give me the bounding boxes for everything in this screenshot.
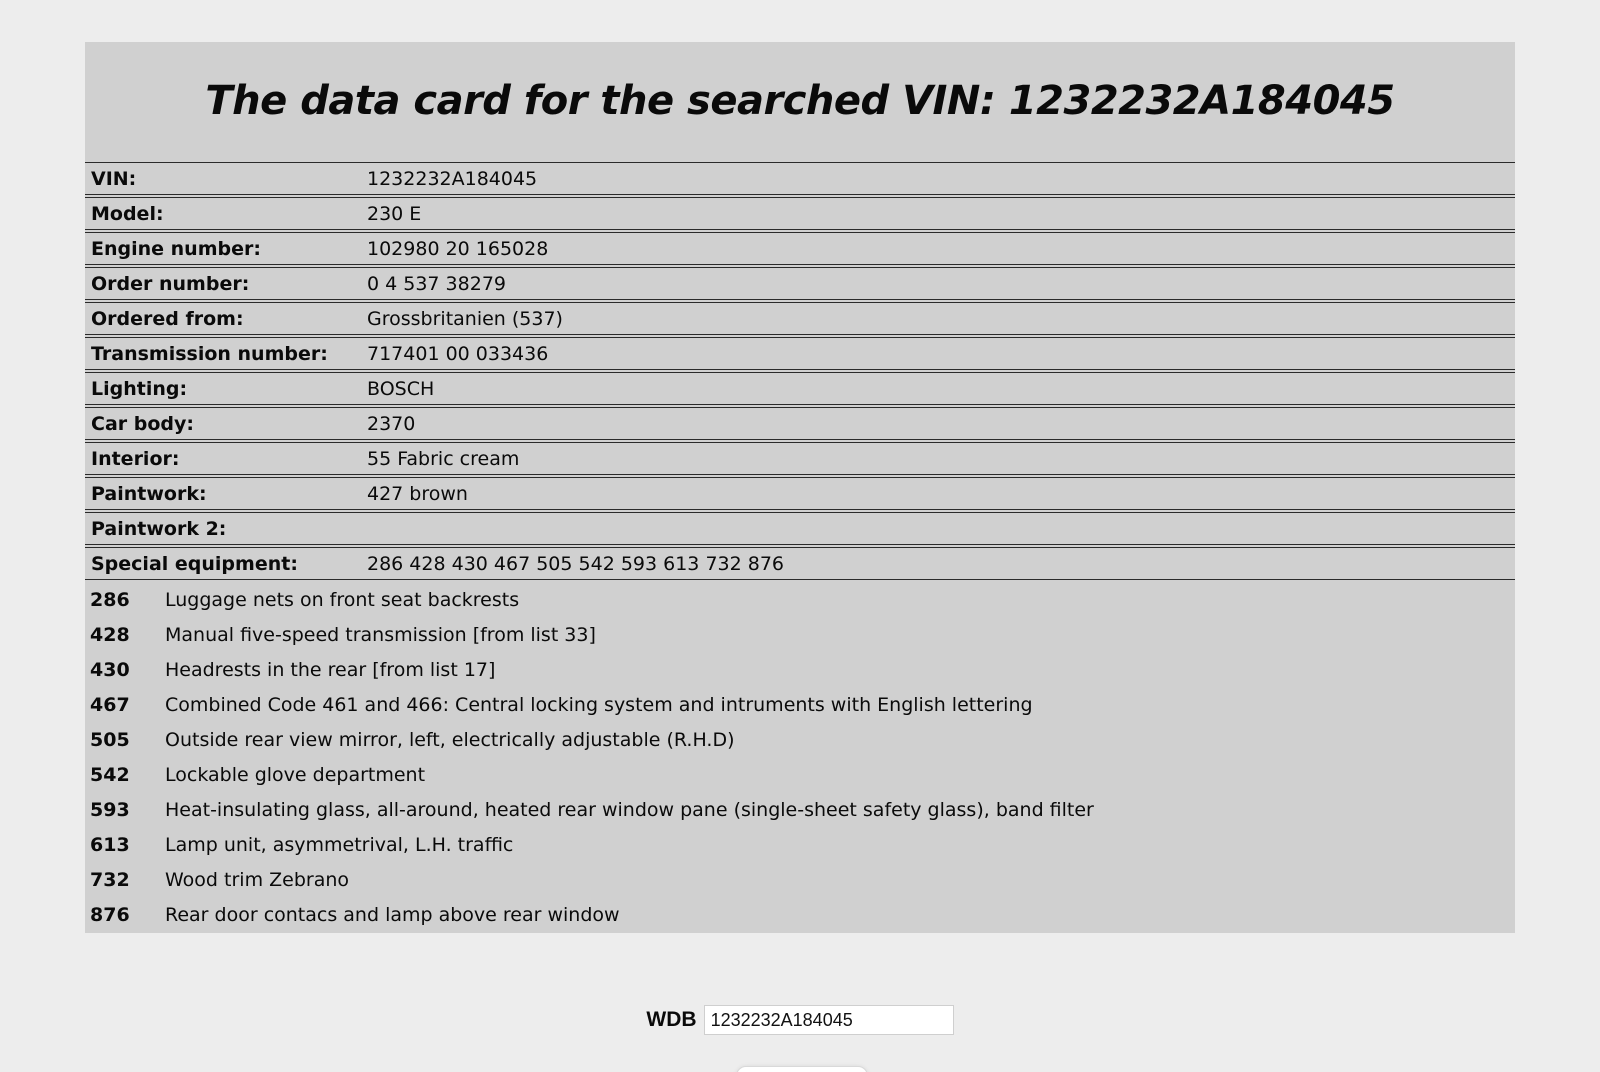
spec-value: BOSCH (367, 372, 1515, 405)
list-item (85, 792, 1515, 827)
spec-label: VIN: (85, 162, 367, 195)
submit-button[interactable] (736, 1066, 868, 1072)
list-item (85, 652, 1515, 687)
equipment-code: 876 (90, 903, 130, 926)
equipment-code: 428 (90, 623, 130, 646)
equipment-description: Outside rear view mirror, left, electrically adjustable (R.H.D) (165, 728, 735, 751)
table-row (85, 442, 1515, 475)
table-row (85, 162, 1515, 195)
list-item (85, 687, 1515, 722)
spec-label: Paintwork 2: (85, 512, 367, 545)
spec-value: 102980 20 165028 (367, 232, 1515, 265)
spec-table (85, 160, 1515, 582)
data-card (85, 42, 1515, 933)
equipment-description: Wood trim Zebrano (165, 868, 349, 891)
table-row (85, 407, 1515, 440)
wdb-prefix-label: WDB (646, 1008, 697, 1031)
equipment-code: 286 (90, 588, 130, 611)
equipment-code: 467 (90, 693, 130, 716)
spec-table-body (85, 162, 1515, 580)
equipment-code: 732 (90, 868, 130, 891)
spec-value: 55 Fabric cream (367, 442, 1515, 475)
spec-label: Car body: (85, 407, 367, 440)
list-item (85, 827, 1515, 862)
spec-value (367, 512, 1515, 545)
table-row (85, 477, 1515, 510)
spec-value: Grossbritanien (537) (367, 302, 1515, 335)
equipment-code: 430 (90, 658, 130, 681)
equipment-description: Combined Code 461 and 466: Central locking system and intruments with English lettering (165, 693, 1033, 716)
table-row (85, 197, 1515, 230)
spec-value: 717401 00 033436 (367, 337, 1515, 370)
table-row (85, 547, 1515, 580)
equipment-description: Lamp unit, asymmetrival, L.H. traffic (165, 833, 514, 856)
spec-label: Engine number: (85, 232, 367, 265)
list-item (85, 722, 1515, 757)
spec-label: Ordered from: (85, 302, 367, 335)
table-row (85, 372, 1515, 405)
page-title: The data card for the searched VIN: 1232232A184045 (205, 78, 1395, 124)
equipment-description: Headrests in the rear [from list 17] (165, 658, 496, 681)
list-item (85, 617, 1515, 652)
spec-label: Order number: (85, 267, 367, 300)
spec-label: Model: (85, 197, 367, 230)
table-row (85, 267, 1515, 300)
vin-input[interactable] (704, 1005, 954, 1035)
spec-label: Interior: (85, 442, 367, 475)
list-item (85, 862, 1515, 897)
equipment-code: 542 (90, 763, 130, 786)
spec-value: 0 4 537 38279 (367, 267, 1515, 300)
vin-search-row (0, 1005, 1600, 1035)
equipment-code: 613 (90, 833, 130, 856)
spec-value: 286 428 430 467 505 542 593 613 732 876 (367, 547, 1515, 580)
table-row (85, 337, 1515, 370)
equipment-code: 505 (90, 728, 130, 751)
equipment-description: Luggage nets on front seat backrests (165, 588, 520, 611)
spec-value: 1232232A184045 (367, 162, 1515, 195)
spec-value: 230 E (367, 197, 1515, 230)
spec-label: Special equipment: (85, 547, 367, 580)
spec-label: Transmission number: (85, 337, 367, 370)
table-row (85, 302, 1515, 335)
spec-value: 427 brown (367, 477, 1515, 510)
equipment-description: Heat-insulating glass, all-around, heated rear window pane (single-sheet safety glass), band filter (165, 798, 1094, 821)
equipment-description: Manual five-speed transmission [from list 33] (165, 623, 596, 646)
spec-value: 2370 (367, 407, 1515, 440)
spec-label: Lighting: (85, 372, 367, 405)
equipment-description: Rear door contacs and lamp above rear window (165, 903, 620, 926)
table-row (85, 512, 1515, 545)
table-row (85, 232, 1515, 265)
equipment-code: 593 (90, 798, 130, 821)
list-item (85, 757, 1515, 792)
equipment-description: Lockable glove department (165, 763, 426, 786)
spec-label: Paintwork: (85, 477, 367, 510)
list-item (85, 582, 1515, 617)
list-item (85, 897, 1515, 932)
equipment-list (85, 582, 1515, 933)
